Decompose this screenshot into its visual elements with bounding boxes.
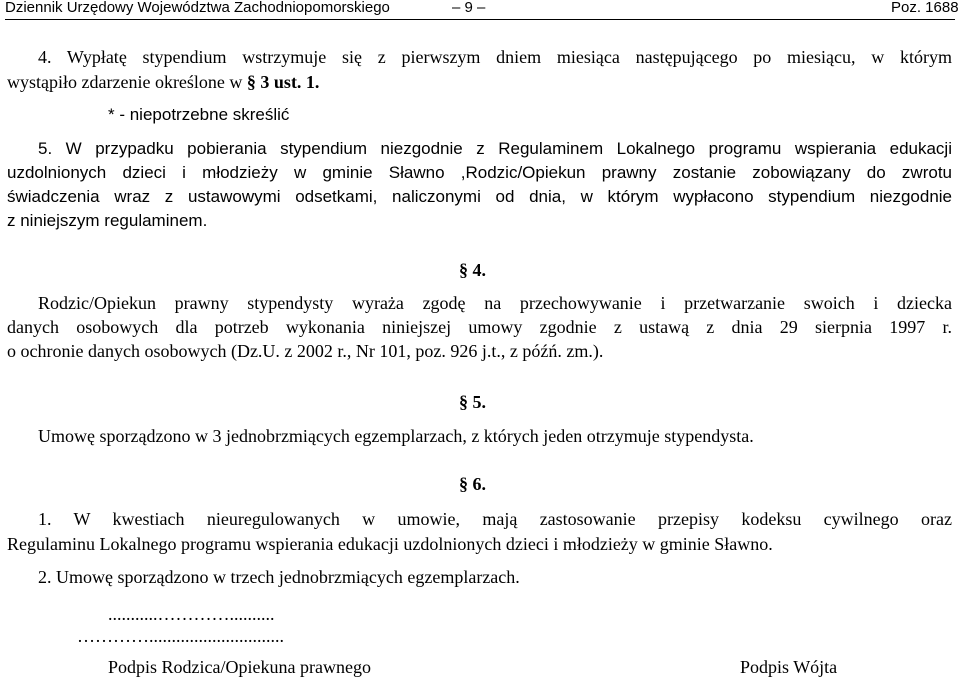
section4-line3: o ochronie danych osobowych (Dz.U. z 2002 r., Nr 101, poz. 926 j.t., z późń. zm.). — [7, 341, 604, 361]
page-header — [5, 0, 959, 18]
signature-dots-line1: ...........………….......... — [108, 604, 275, 624]
footnote-text: * - niepotrzebne skreślić — [108, 105, 290, 124]
para5-line3: świadczenia wraz z ustawowymi odsetkami, naliczonymi od dnia, w którym wypłacono stypendium niezgodnie — [7, 187, 952, 206]
section4-line1: Rodzic/Opiekun prawny stypendysty wyraża zgodę na przechowywanie i przetwarzanie swoich i dziecka — [38, 293, 952, 313]
section6-p1-line2: Regulaminu Lokalnego programu wspierania edukacji uzdolnionych dzieci i młodzieży w gminie Sławno. — [7, 534, 773, 554]
para5-line1: 5. W przypadku pobierania stypendium niezgodnie z Regulaminem Lokalnego programu wspierania edukacji — [38, 139, 952, 158]
para5-line2: uzdolnionych dzieci i młodzieży w gminie Sławno ,Rodzic/Opiekun prawny zostanie zobowiązany do zwrotu — [7, 163, 952, 182]
section-6-heading: § 6. — [459, 474, 486, 494]
mayor-signature-label: Podpis Wójta — [740, 657, 838, 677]
para4-line2-text: wystąpiło zdarzenie określone w — [7, 72, 247, 92]
para4-line2 — [7, 71, 319, 93]
para5-line4: z niniejszym regulaminem. — [7, 211, 208, 230]
section4-line2: danych osobowych dla potrzeb wykonania niniejszej umowy zgodnie z ustawą z dnia 29 sierpnia 1997 r. — [7, 317, 952, 337]
para4-paragraph-ref: § 3 ust. 1. — [246, 72, 320, 92]
page-number: – 9 – — [452, 0, 486, 16]
section-4-heading: § 4. — [459, 260, 486, 280]
section5-text: Umowę sporządzono w 3 jednobrzmiących egzemplarzach, z których jeden otrzymuje stypendysta. — [38, 426, 754, 446]
journal-title: Dziennik Urzędowy Województwa Zachodniopomorskiego — [5, 0, 390, 16]
para4-line1: 4. Wypłatę stypendium wstrzymuje się z pierwszym dniem miesiąca następującego po miesiącu, w którym — [38, 47, 952, 67]
parent-signature-label: Podpis Rodzica/Opiekuna prawnego — [108, 657, 371, 677]
header-divider — [5, 19, 955, 20]
position-number: Poz. 1688 — [891, 0, 959, 16]
section6-p1-line1: 1. W kwestiach nieuregulowanych w umowie, mają zastosowanie przepisy kodeksu cywilnego oraz — [38, 509, 952, 529]
section-5-heading: § 5. — [459, 392, 486, 412]
section6-p2: 2. Umowę sporządzono w trzech jednobrzmiących egzemplarzach. — [38, 567, 520, 587]
signature-dots-line2: ………….............................. — [77, 626, 284, 646]
